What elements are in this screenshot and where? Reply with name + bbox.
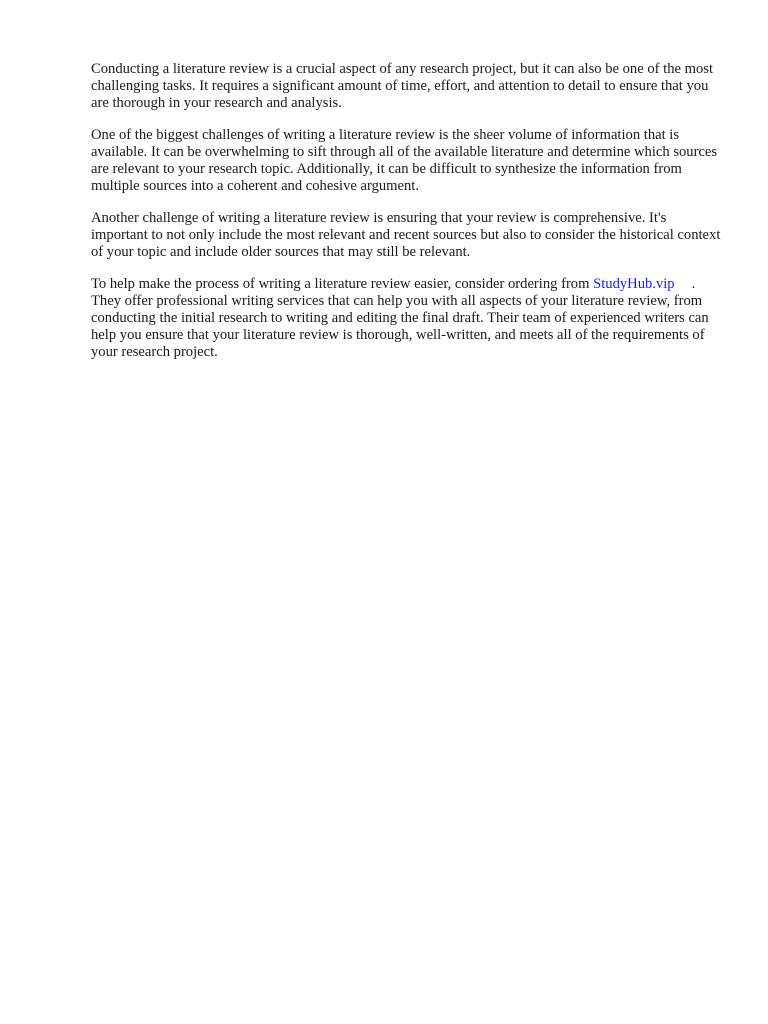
studyhub-link[interactable]: StudyHub.vip — [593, 276, 675, 292]
document-body — [91, 61, 723, 376]
recommendation-text-before-link: To help make the process of writing a literature review easier, consider ordering from — [91, 276, 594, 292]
paragraph-comprehensive-challenge: Another challenge of writing a literature review is ensuring that your review is comprehensive. It's important to not only include the most relevant and recent sources but also to consider the historical context of your topic and include older sources that may still be relevant. — [91, 210, 721, 260]
paragraph-intro: Conducting a literature review is a crucial aspect of any research project, but it can also be one of the most challenging tasks. It requires a significant amount of time, effort, and attention to detail to ensure that you are thorough in your research and analysis. — [91, 61, 714, 111]
paragraph-volume-challenge: One of the biggest challenges of writing a literature review is the sheer volume of information that is available. It can be overwhelming to sift through all of the available literature and determine which sources are relevant to your research topic. Additionally, it can be difficult to synthesize the information from multiple sources into a coherent and cohesive argument. — [91, 127, 718, 194]
recommendation-text-after-link: . They offer professional writing services that can help you with all aspects of your literature review, from conducting the initial research to writing and editing the final draft. Their team of experienced writers can help you ensure that your literature review is thorough, well-written, and meets all of the requirements of your research project. — [91, 276, 709, 360]
paragraph-recommendation — [91, 276, 723, 361]
